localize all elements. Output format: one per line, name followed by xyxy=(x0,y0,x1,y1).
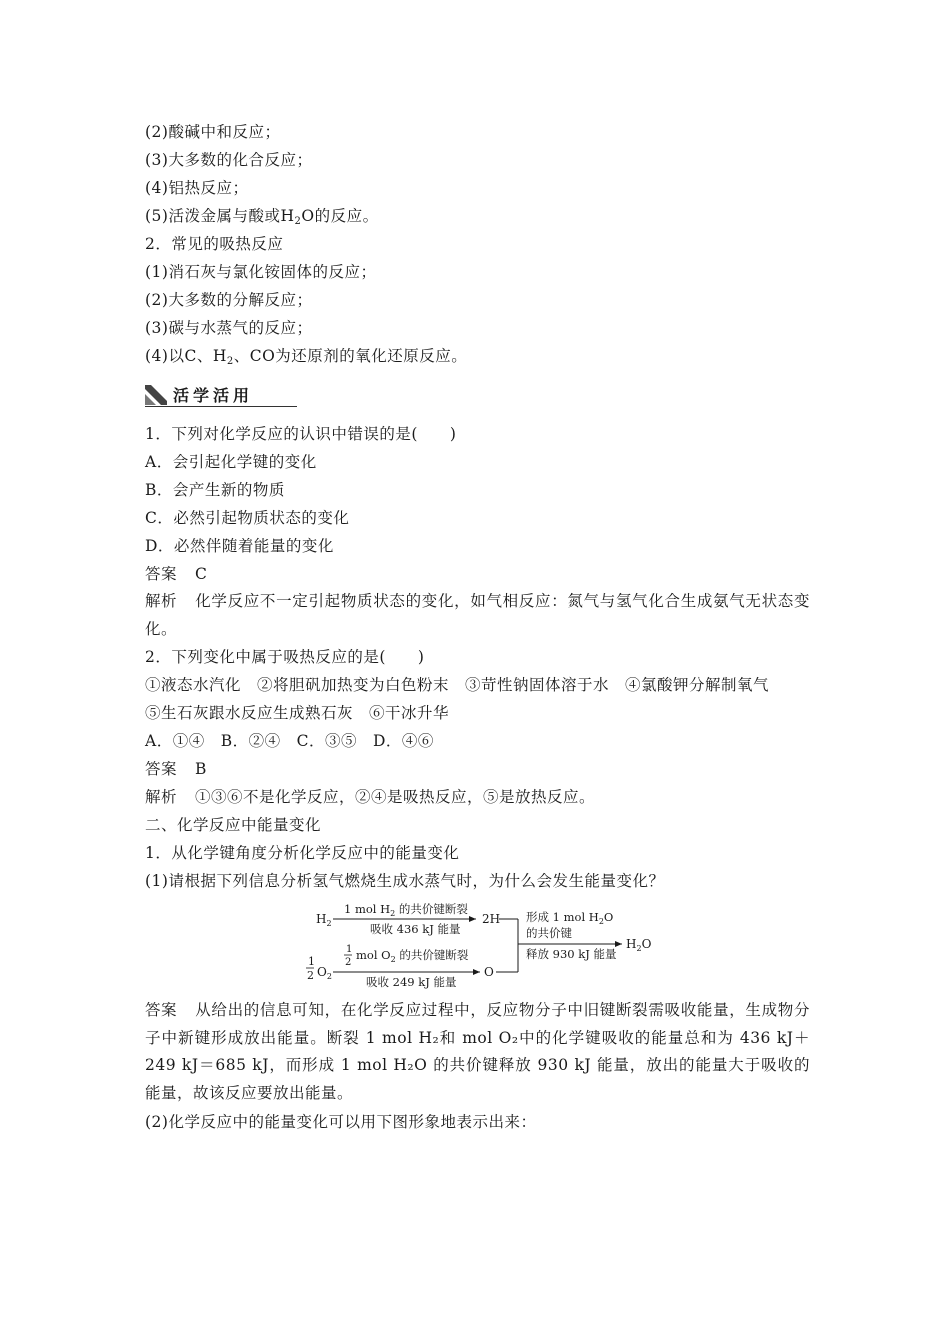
option-c: C．必然引起物质状态的变化 xyxy=(145,509,350,527)
sub-heading: 1．从化学键角度分析化学反应中的能量变化 xyxy=(145,844,460,862)
text-line: (2)酸碱中和反应； xyxy=(145,123,281,141)
half-denominator: 2 xyxy=(307,969,314,982)
form-label-1: 形成 1 mol $H_2O$ xyxy=(526,910,614,926)
question-line: (2)化学反应中的能量变化可以用下图形象地表示出来： xyxy=(145,1113,537,1131)
option-d: D．必然伴随着能量的变化 xyxy=(145,537,334,555)
section-heading xyxy=(145,382,297,408)
question-stem: 2．下列变化中属于吸热反应的是( ) xyxy=(145,648,425,666)
option-a: A．会引起化学键的变化 xyxy=(145,453,317,471)
question-stem: 1．下列对化学反应的认识中错误的是( ) xyxy=(145,425,457,443)
bond-energy-diagram xyxy=(300,898,660,992)
question-items: ①液态水汽化 ②将胆矾加热变为白色粉末 ③苛性钠固体溶于水 ④氯酸钾分解制氧气 xyxy=(145,676,770,694)
text-line: (3)大多数的化合反应； xyxy=(145,151,313,169)
section-title: 活学活用 xyxy=(173,386,254,405)
text-line: (1)消石灰与氯化铵固体的反应； xyxy=(145,263,377,281)
bond2-top-label: mol $O_2$ 的共价键断裂 xyxy=(356,948,469,964)
section-underline xyxy=(145,406,297,407)
text-line: (5)活泼金属与酸或$H_2O$的反应。 xyxy=(145,207,379,227)
half-denominator-2: 2 xyxy=(345,957,352,968)
options-line: A．①④ B．②④ C．③⑤ D．④⑥ xyxy=(145,732,434,750)
text-line: 2．常见的吸热反应 xyxy=(145,235,284,253)
question-items: ⑤生石灰跟水反应生成熟石灰 ⑥干冰升华 xyxy=(145,704,450,722)
option-b: B．会产生新的物质 xyxy=(145,481,285,499)
text-line: (3)碳与水蒸气的反应； xyxy=(145,319,313,337)
bond1-top-label: 1 mol $H_2$ 的共价键断裂 xyxy=(344,902,468,918)
text-line: (4)铝热反应； xyxy=(145,179,249,197)
h2o-product: $H_2O$ xyxy=(626,937,652,953)
bond2-bottom-label: 吸收 249 kJ 能量 xyxy=(366,975,457,989)
answer-line: 答案 C xyxy=(145,565,208,583)
release-label: 释放 930 kJ 能量 xyxy=(526,947,617,961)
o2-label: $O_2$ xyxy=(317,965,332,981)
diagonal-stripe-icon xyxy=(145,385,167,405)
bond1-bottom-label: 吸收 436 kJ 能量 xyxy=(370,922,461,936)
answer-line: 答案 B xyxy=(145,760,207,778)
half-numerator: 1 xyxy=(308,955,315,968)
part-heading: 二、化学反应中能量变化 xyxy=(145,816,322,834)
two-h-label: 2H xyxy=(482,912,501,926)
question-line: (1)请根据下列信息分析氢气燃烧生成水蒸气时，为什么会发生能量变化？ xyxy=(145,872,665,890)
half-numerator-2: 1 xyxy=(346,944,353,955)
o-atom-label: O xyxy=(484,965,494,979)
h2-label: $H_2$ xyxy=(316,912,332,928)
form-label-2: 的共价键 xyxy=(526,926,572,940)
analysis-paragraph: 解析 化学反应不一定引起物质状态的变化，如气相反应：氮气与氢气化合生成氨气无状态变化。 xyxy=(145,592,810,638)
analysis-line: 解析 ①③⑥不是化学反应，②④是吸热反应，⑤是放热反应。 xyxy=(145,788,596,806)
text-line: (4)以C、$H_2$、CO为还原剂的氧化还原反应。 xyxy=(145,347,468,367)
text-line: (2)大多数的分解反应； xyxy=(145,291,313,309)
answer-paragraph: 答案 从给出的信息可知，在化学反应过程中，反应物分子中旧键断裂需吸收能量，生成物分子中新键形成放出能量。断裂 1 mol H₂和 mol O₂中的化学键吸收的能量总和为 436 kJ＋249 kJ＝685 kJ，而形成 1 mol H₂O 的共价键释放 930 kJ 能量，放出的能量大于吸收的能量，故该反应要放出能量。 xyxy=(145,1001,810,1102)
